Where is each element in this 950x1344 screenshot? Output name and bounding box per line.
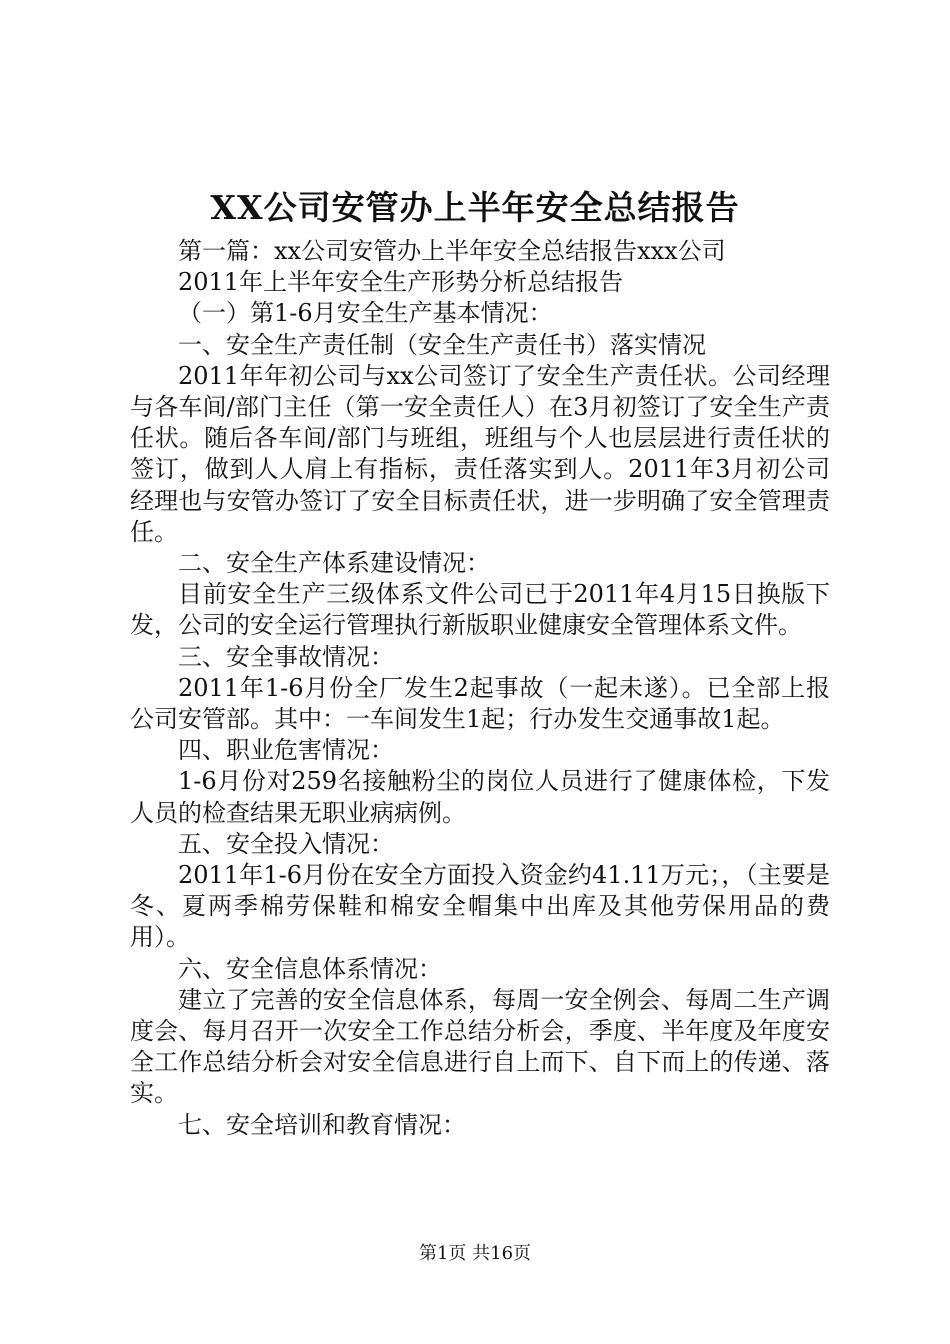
paragraph: 1-6月份对259名接触粉尘的岗位人员进行了健康体检，下发人员的检查结果无职业病病例。	[130, 767, 830, 827]
document-body	[130, 236, 830, 1141]
paragraph: 2011年年初公司与xx公司签订了安全生产责任状。公司经理与各车间/部门主任（第一安全责任人）在3月初签订了安全生产责任状。随后各车间/部门与班组，班组与个人也层层进行责任状的签订，做到人人肩上有指标，责任落实到人。2011年3月初公司经理也与安管办签订了安全目标责任状，进一步明确了安全管理责任。	[130, 361, 830, 546]
paragraph: 四、职业危害情况：	[178, 736, 394, 765]
paragraph: 七、安全培训和教育情况：	[178, 1110, 466, 1139]
paragraph: 三、安全事故情况：	[178, 642, 394, 671]
paragraph: 二、安全生产体系建设情况：	[178, 549, 490, 578]
page-number-footer: 第1页 共16页	[418, 1243, 532, 1264]
paragraph: 2011年1-6月份全厂发生2起事故（一起未遂）。已全部上报公司安管部。其中：一车间发生1起；行办发生交通事故1起。	[130, 673, 830, 734]
paragraph: 六、安全信息体系情况：	[178, 954, 442, 983]
paragraph: （一）第1-6月安全生产基本情况：	[178, 299, 553, 328]
paragraph: 五、安全投入情况：	[178, 829, 394, 858]
paragraph: 目前安全生产三级体系文件公司已于2011年4月15日换版下发，公司的安全运行管理执行新版职业健康安全管理体系文件。	[130, 580, 830, 640]
paragraph: 一、安全生产责任制（安全生产责任书）落实情况	[178, 330, 706, 359]
paragraph: 建立了完善的安全信息体系，每周一安全例会、每周二生产调度会、每月召开一次安全工作总结分析会，季度、半年度及年度安全工作总结分析会对安全信息进行自上而下、自下而上的传递、落实。	[130, 985, 830, 1108]
document-title: XX公司安管办上半年安全总结报告	[210, 188, 740, 227]
paragraph: 第一篇：xx公司安管办上半年安全总结报告xxx公司	[178, 237, 726, 265]
paragraph: 2011年1-6月份在安全方面投入资金约41.11万元；，（主要是冬、夏两季棉劳保鞋和棉安全帽集中出库及其他劳保用品的费用）。	[130, 861, 830, 952]
paragraph: 2011年上半年安全生产形势分析总结报告	[178, 268, 624, 297]
